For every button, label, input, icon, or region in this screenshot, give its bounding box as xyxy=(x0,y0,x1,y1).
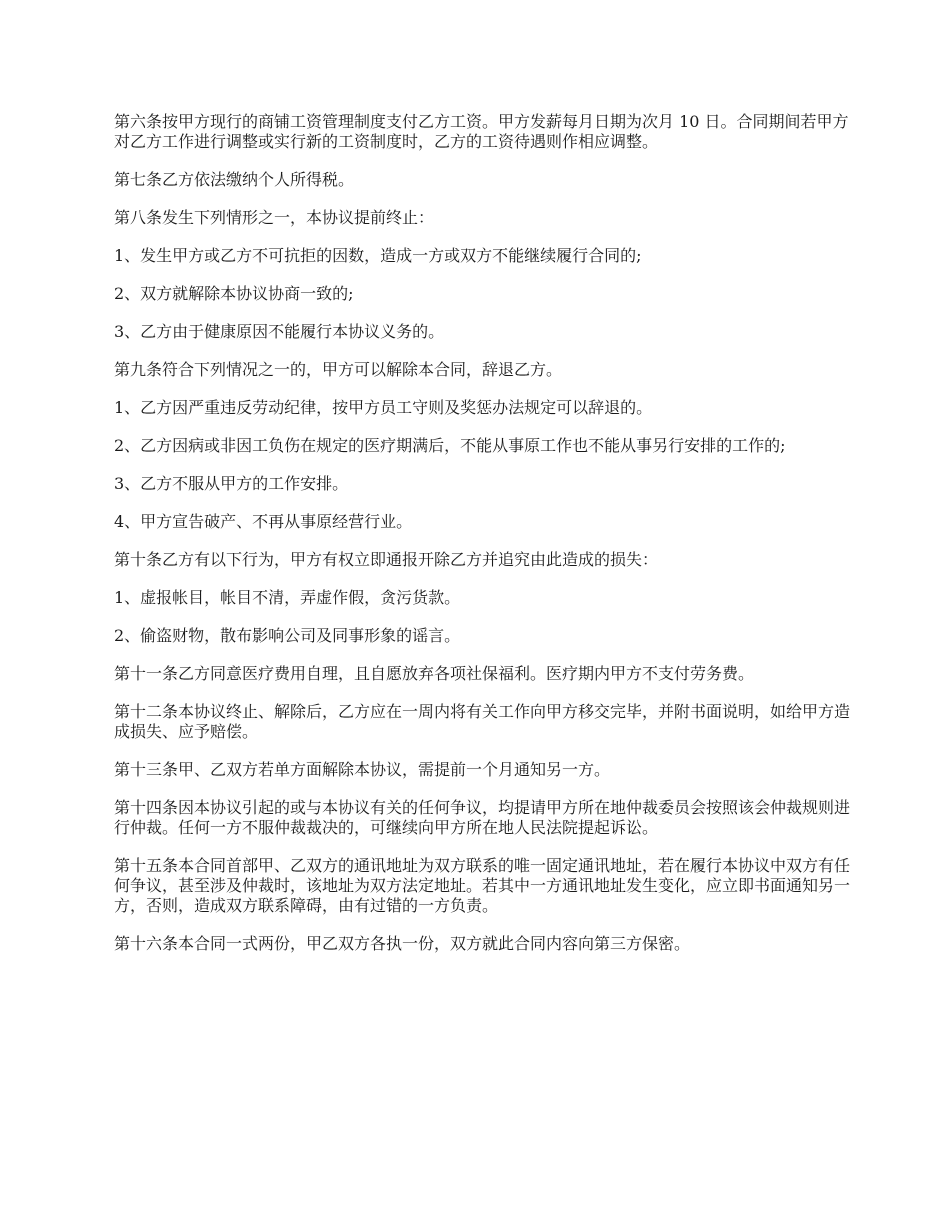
article-9-item-2: 2、乙方因病或非因工负伤在规定的医疗期满后，不能从事原工作也不能从事另行安排的工作的; xyxy=(114,436,786,455)
article-10-item-2: 2、偷盗财物，散布影响公司及同事形象的谣言。 xyxy=(114,626,461,645)
article-16: 第十六条本合同一式两份，甲乙双方各执一份，双方就此合同内容向第三方保密。 xyxy=(114,934,691,953)
article-9-item-4: 4、甲方宣告破产、不再从事原经营行业。 xyxy=(114,512,413,531)
article-8-item-1: 1、发生甲方或乙方不可抗拒的因数，造成一方或双方不能继续履行合同的; xyxy=(114,246,642,265)
article-9-item-1: 1、乙方因严重违反劳动纪律，按甲方员工守则及奖惩办法规定可以辞退的。 xyxy=(114,398,653,417)
article-11: 第十一条乙方同意医疗费用自理，且自愿放弃各项社保福利。医疗期内甲方不支付劳务费。 xyxy=(114,664,755,683)
article-7: 第七条乙方依法缴纳个人所得税。 xyxy=(114,170,355,189)
document-body xyxy=(114,112,854,972)
article-13: 第十三条甲、乙双方若单方面解除本协议，需提前一个月通知另一方。 xyxy=(114,760,611,779)
article-15: 第十五条本合同首部甲、乙双方的通讯地址为双方联系的唯一固定通讯地址，若在履行本协议中双方有任何争议，甚至涉及仲裁时，该地址为双方法定地址。若其中一方通讯地址发生变化，应立即书面通知另一方，否则，造成双方联系障碍，由有过错的一方负责。 xyxy=(114,856,851,915)
article-8-item-3: 3、乙方由于健康原因不能履行本协议义务的。 xyxy=(114,322,445,341)
article-9: 第九条符合下列情况之一的，甲方可以解除本合同，辞退乙方。 xyxy=(114,360,563,379)
article-14: 第十四条因本协议引起的或与本协议有关的任何争议，均提请甲方所在地仲裁委员会按照该会仲裁规则进行仲裁。任何一方不服仲裁裁决的，可继续向甲方所在地人民法院提起诉讼。 xyxy=(114,798,851,837)
article-6: 第六条按甲方现行的商铺工资管理制度支付乙方工资。甲方发薪每月日期为次月 10 日。合同期间若甲方对乙方工作进行调整或实行新的工资制度时，乙方的工资待遇则作相应调整。 xyxy=(114,112,849,151)
article-8: 第八条发生下列情形之一，本协议提前终止： xyxy=(114,208,435,227)
article-8-item-2: 2、双方就解除本协议协商一致的; xyxy=(114,284,354,303)
article-10: 第十条乙方有以下行为，甲方有权立即通报开除乙方并追究由此造成的损失： xyxy=(114,550,659,569)
article-12: 第十二条本协议终止、解除后，乙方应在一周内将有关工作向甲方移交完毕，并附书面说明，如给甲方造成损失、应予赔偿。 xyxy=(114,702,851,741)
article-10-item-1: 1、虚报帐目，帐目不清，弄虚作假，贪污货款。 xyxy=(114,588,461,607)
article-9-item-3: 3、乙方不服从甲方的工作安排。 xyxy=(114,474,349,493)
